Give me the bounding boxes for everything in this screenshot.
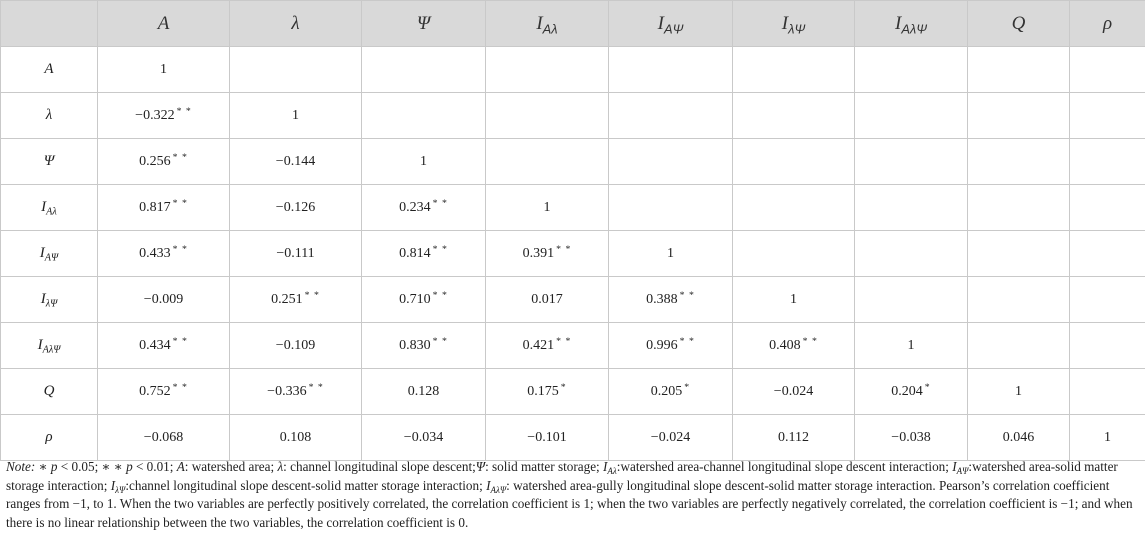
cell-value: 0.434 [139,337,171,353]
cell-value: 0.408 [769,337,801,353]
table-cell [968,323,1070,369]
table-cell [968,369,1070,415]
cell-value: 1 [543,199,551,215]
note-text: < 0.01; [132,459,177,474]
table-cell [968,47,1070,93]
row-header [1,47,98,93]
table-cell [1070,139,1145,185]
table-cell [362,415,486,461]
note-label: Note: [6,459,36,474]
note-text: : channel longitudinal slope descent; [283,459,476,474]
column-header [230,1,362,47]
cell-value: 0.128 [407,383,440,399]
note-text: I [603,459,608,474]
significance-marker: * * [802,335,818,347]
column-header-symbol: I [657,12,664,34]
table-cell [1070,415,1145,461]
table-row [1,47,1145,93]
table-cell [1070,185,1145,231]
column-header-subscript: AλΨ [901,21,927,37]
row-header [1,369,98,415]
column-header [362,1,486,47]
note-text: I [486,477,491,493]
table-row [1,93,1145,139]
table-cell [1070,277,1145,323]
column-header-subscript: AΨ [664,21,684,37]
row-header-symbol: I [39,245,45,261]
table-cell [855,139,968,185]
table-row [1,323,1145,369]
table-cell [98,231,230,277]
cell-value: 0.205 [650,383,683,399]
table-cell [968,93,1070,139]
table-cell [968,231,1070,277]
significance-marker: * [684,381,691,393]
row-header-symbol: I [40,291,46,307]
table-cell [609,47,733,93]
table-cell [486,185,609,231]
table-row [1,231,1145,277]
column-header-symbol: A [157,12,170,34]
note-text: :watershed area-solid matter storage interaction; [6,459,1118,493]
table-cell [609,415,733,461]
column-header [968,1,1070,47]
table-cell [486,47,609,93]
row-header [1,415,98,461]
table-cell [1070,47,1145,93]
cell-value: 0.234 [399,199,431,215]
significance-marker: * * [432,243,448,255]
table-row [1,369,1145,415]
cell-value: 0.204 [891,383,923,399]
significance-marker: * * [172,381,188,393]
cell-value: 0.017 [531,291,563,307]
table-body [1,47,1145,461]
cell-value: −0.336 [267,383,307,399]
note-text: λ [277,459,284,474]
note-subscript: AλΨ [490,484,507,495]
cell-value: 0.108 [279,429,312,445]
table-cell [733,231,855,277]
cell-value: −0.024 [773,383,814,399]
table-cell [362,369,486,415]
table-cell [855,369,968,415]
table-cell [609,277,733,323]
cell-value: 1 [420,153,427,169]
table-cell [362,47,486,93]
row-header [1,231,98,277]
table-cell [968,139,1070,185]
cell-value: −0.034 [403,429,444,445]
cell-value: 0.710 [399,291,431,307]
row-header-symbol: λ [45,107,53,123]
significance-marker: * * [172,197,188,209]
cell-value: −0.009 [143,291,184,307]
table-cell [486,415,609,461]
column-header [98,1,230,47]
cell-value: 0.830 [399,337,431,353]
column-header-symbol: Ψ [416,12,431,34]
row-header-subscript: AΨ [44,252,59,264]
table-cell [362,185,486,231]
row-header-symbol: A [44,61,54,77]
cell-value: 0.817 [139,199,171,215]
table-cell [486,93,609,139]
cell-value: 0.046 [1002,429,1035,445]
cell-value: 0.112 [778,429,809,445]
note-text: p [126,459,133,474]
column-header [1070,1,1145,47]
significance-marker: * * [679,289,695,301]
table-cell [486,277,609,323]
row-header [1,185,98,231]
table-cell [609,231,733,277]
table-cell [1070,231,1145,277]
cell-value: −0.109 [275,337,316,353]
table-cell [486,323,609,369]
table-cell [362,93,486,139]
column-header [486,1,609,47]
table-cell [1070,323,1145,369]
cell-value: 1 [292,107,299,123]
header-row [1,1,1145,47]
table-cell [230,415,362,461]
row-header-symbol: I [37,337,43,353]
table-cell [855,185,968,231]
table-cell [968,277,1070,323]
cell-value: 0.388 [646,291,678,307]
row-header-subscript: λΨ [45,298,58,310]
table-cell [230,231,362,277]
significance-marker: * [924,381,931,393]
table-cell [733,369,855,415]
table-cell [609,369,733,415]
table-cell [486,231,609,277]
note-text: : watershed area; [184,459,278,474]
note-text: : solid matter storage; [485,459,604,474]
note-subscript: AΨ [956,466,969,477]
significance-marker: * * [556,335,572,347]
table-cell [733,139,855,185]
table-cell [855,47,968,93]
column-header [733,1,855,47]
significance-marker: * * [172,243,188,255]
column-header-symbol: I [536,12,543,34]
significance-marker: * * [172,335,188,347]
significance-marker: * * [432,335,448,347]
note-text: ∗ [35,459,51,474]
cell-value: −0.144 [275,153,316,169]
significance-marker: * * [172,151,188,163]
row-header [1,93,98,139]
table-cell [98,415,230,461]
row-header [1,139,98,185]
cell-value: −0.024 [650,429,691,445]
significance-marker: * * [432,289,448,301]
note-text: < 0.05; ∗ ∗ [57,459,127,474]
row-header [1,323,98,369]
table-cell [230,47,362,93]
table-cell [609,185,733,231]
table-cell [98,277,230,323]
table-cell [230,185,362,231]
cell-value: 0.421 [522,337,555,353]
table-cell [855,231,968,277]
column-header-symbol: I [781,12,789,34]
table-cell [733,277,855,323]
cell-value: 1 [667,245,674,261]
column-header-symbol: λ [291,12,300,34]
table-cell [362,231,486,277]
row-header-symbol: Q [43,383,55,399]
table-cell [968,415,1070,461]
cell-value: 1 [790,291,797,307]
table-cell [98,369,230,415]
note-text: p [50,459,58,474]
row-header-subscript: AλΨ [42,344,61,356]
table-cell [609,139,733,185]
table-cell [855,277,968,323]
table-cell [968,185,1070,231]
note-text: :channel longitudinal slope descent-solid matter storage interaction; [125,477,487,493]
column-header [609,1,733,47]
table-cell [230,277,362,323]
table-cell [230,369,362,415]
cell-value: −0.111 [276,245,315,261]
note-text: Ψ [475,459,486,474]
significance-marker: * * [679,335,695,347]
cell-value: 1 [160,61,167,77]
column-header [855,1,968,47]
table-cell [98,323,230,369]
note-text: :watershed area-channel longitudinal slope descent interaction; [616,459,953,474]
significance-marker: * [560,381,567,393]
cell-value: −0.038 [891,429,931,445]
row-header-symbol: Ψ [43,153,55,169]
column-header-symbol: ρ [1102,12,1113,34]
row-header-symbol: ρ [45,429,53,445]
row-header-subscript: Aλ [46,206,57,218]
cell-value: 0.391 [522,245,555,261]
cell-value: 0.752 [139,383,171,399]
significance-marker: * * [176,105,192,117]
table-cell [230,93,362,139]
table-cell [98,93,230,139]
cell-value: 0.175 [527,383,559,399]
table-row [1,139,1145,185]
table-cell [855,323,968,369]
table-cell [609,323,733,369]
cell-value: 0.996 [646,337,678,353]
table-cell [733,185,855,231]
table-cell [855,93,968,139]
table-cell [733,93,855,139]
table-cell [230,323,362,369]
column-header-subscript: Aλ [542,21,558,37]
table-cell [1070,369,1145,415]
significance-marker: * * [308,381,324,393]
table-row [1,277,1145,323]
table-cell [98,139,230,185]
cell-value: −0.126 [275,199,316,215]
table-cell [733,415,855,461]
table-cell [1070,93,1145,139]
table-cell [98,185,230,231]
cell-value: −0.101 [527,429,567,445]
table-cell [486,369,609,415]
note-text: : watershed area-gully longitudinal slope descent-solid matter storage interaction. Pearson’s correlation coefficient ranges from −1, to 1. When the two variables are perfectly positively correlated, the correlation coefficient is 1; when the two variables are perfectly negatively correlated, the correlation coefficient is −1; and when there is no linear relationship between the two variables, the correlation coefficient is 0. [6,477,1133,530]
note-text: I [110,477,116,493]
cell-value: 1 [907,337,915,353]
note-subscript: λΨ [115,484,126,495]
note-subscript: Aλ [607,466,617,477]
table-cell [362,323,486,369]
note-text: A [176,459,185,474]
cell-value: 0.256 [139,153,171,169]
table-cell [362,277,486,323]
table-header [1,1,1145,47]
table-cell [486,139,609,185]
note-text: I [952,459,957,474]
column-header-symbol: I [894,12,902,34]
cell-value: −0.322 [135,107,175,123]
cell-value: 1 [1104,429,1111,445]
table-cell [855,415,968,461]
column-header-symbol: Q [1011,12,1026,34]
table-cell [98,47,230,93]
table-cell [362,139,486,185]
table-cell [733,47,855,93]
cell-value: 1 [1015,383,1022,399]
table-row [1,415,1145,461]
significance-marker: * * [304,289,320,301]
cell-value: 0.251 [271,291,303,307]
table-cell [230,139,362,185]
table-cell [733,323,855,369]
significance-marker: * * [432,197,448,209]
row-header-symbol: I [41,199,47,215]
cell-value: 0.814 [399,245,431,261]
row-header [1,277,98,323]
cell-value: 0.433 [139,245,171,261]
table-row [1,185,1145,231]
column-header [1,1,98,47]
significance-marker: * * [556,243,572,255]
table-footnote [6,458,1141,532]
cell-value: −0.068 [143,429,184,445]
table-cell [609,93,733,139]
column-header-subscript: λΨ [788,21,806,37]
